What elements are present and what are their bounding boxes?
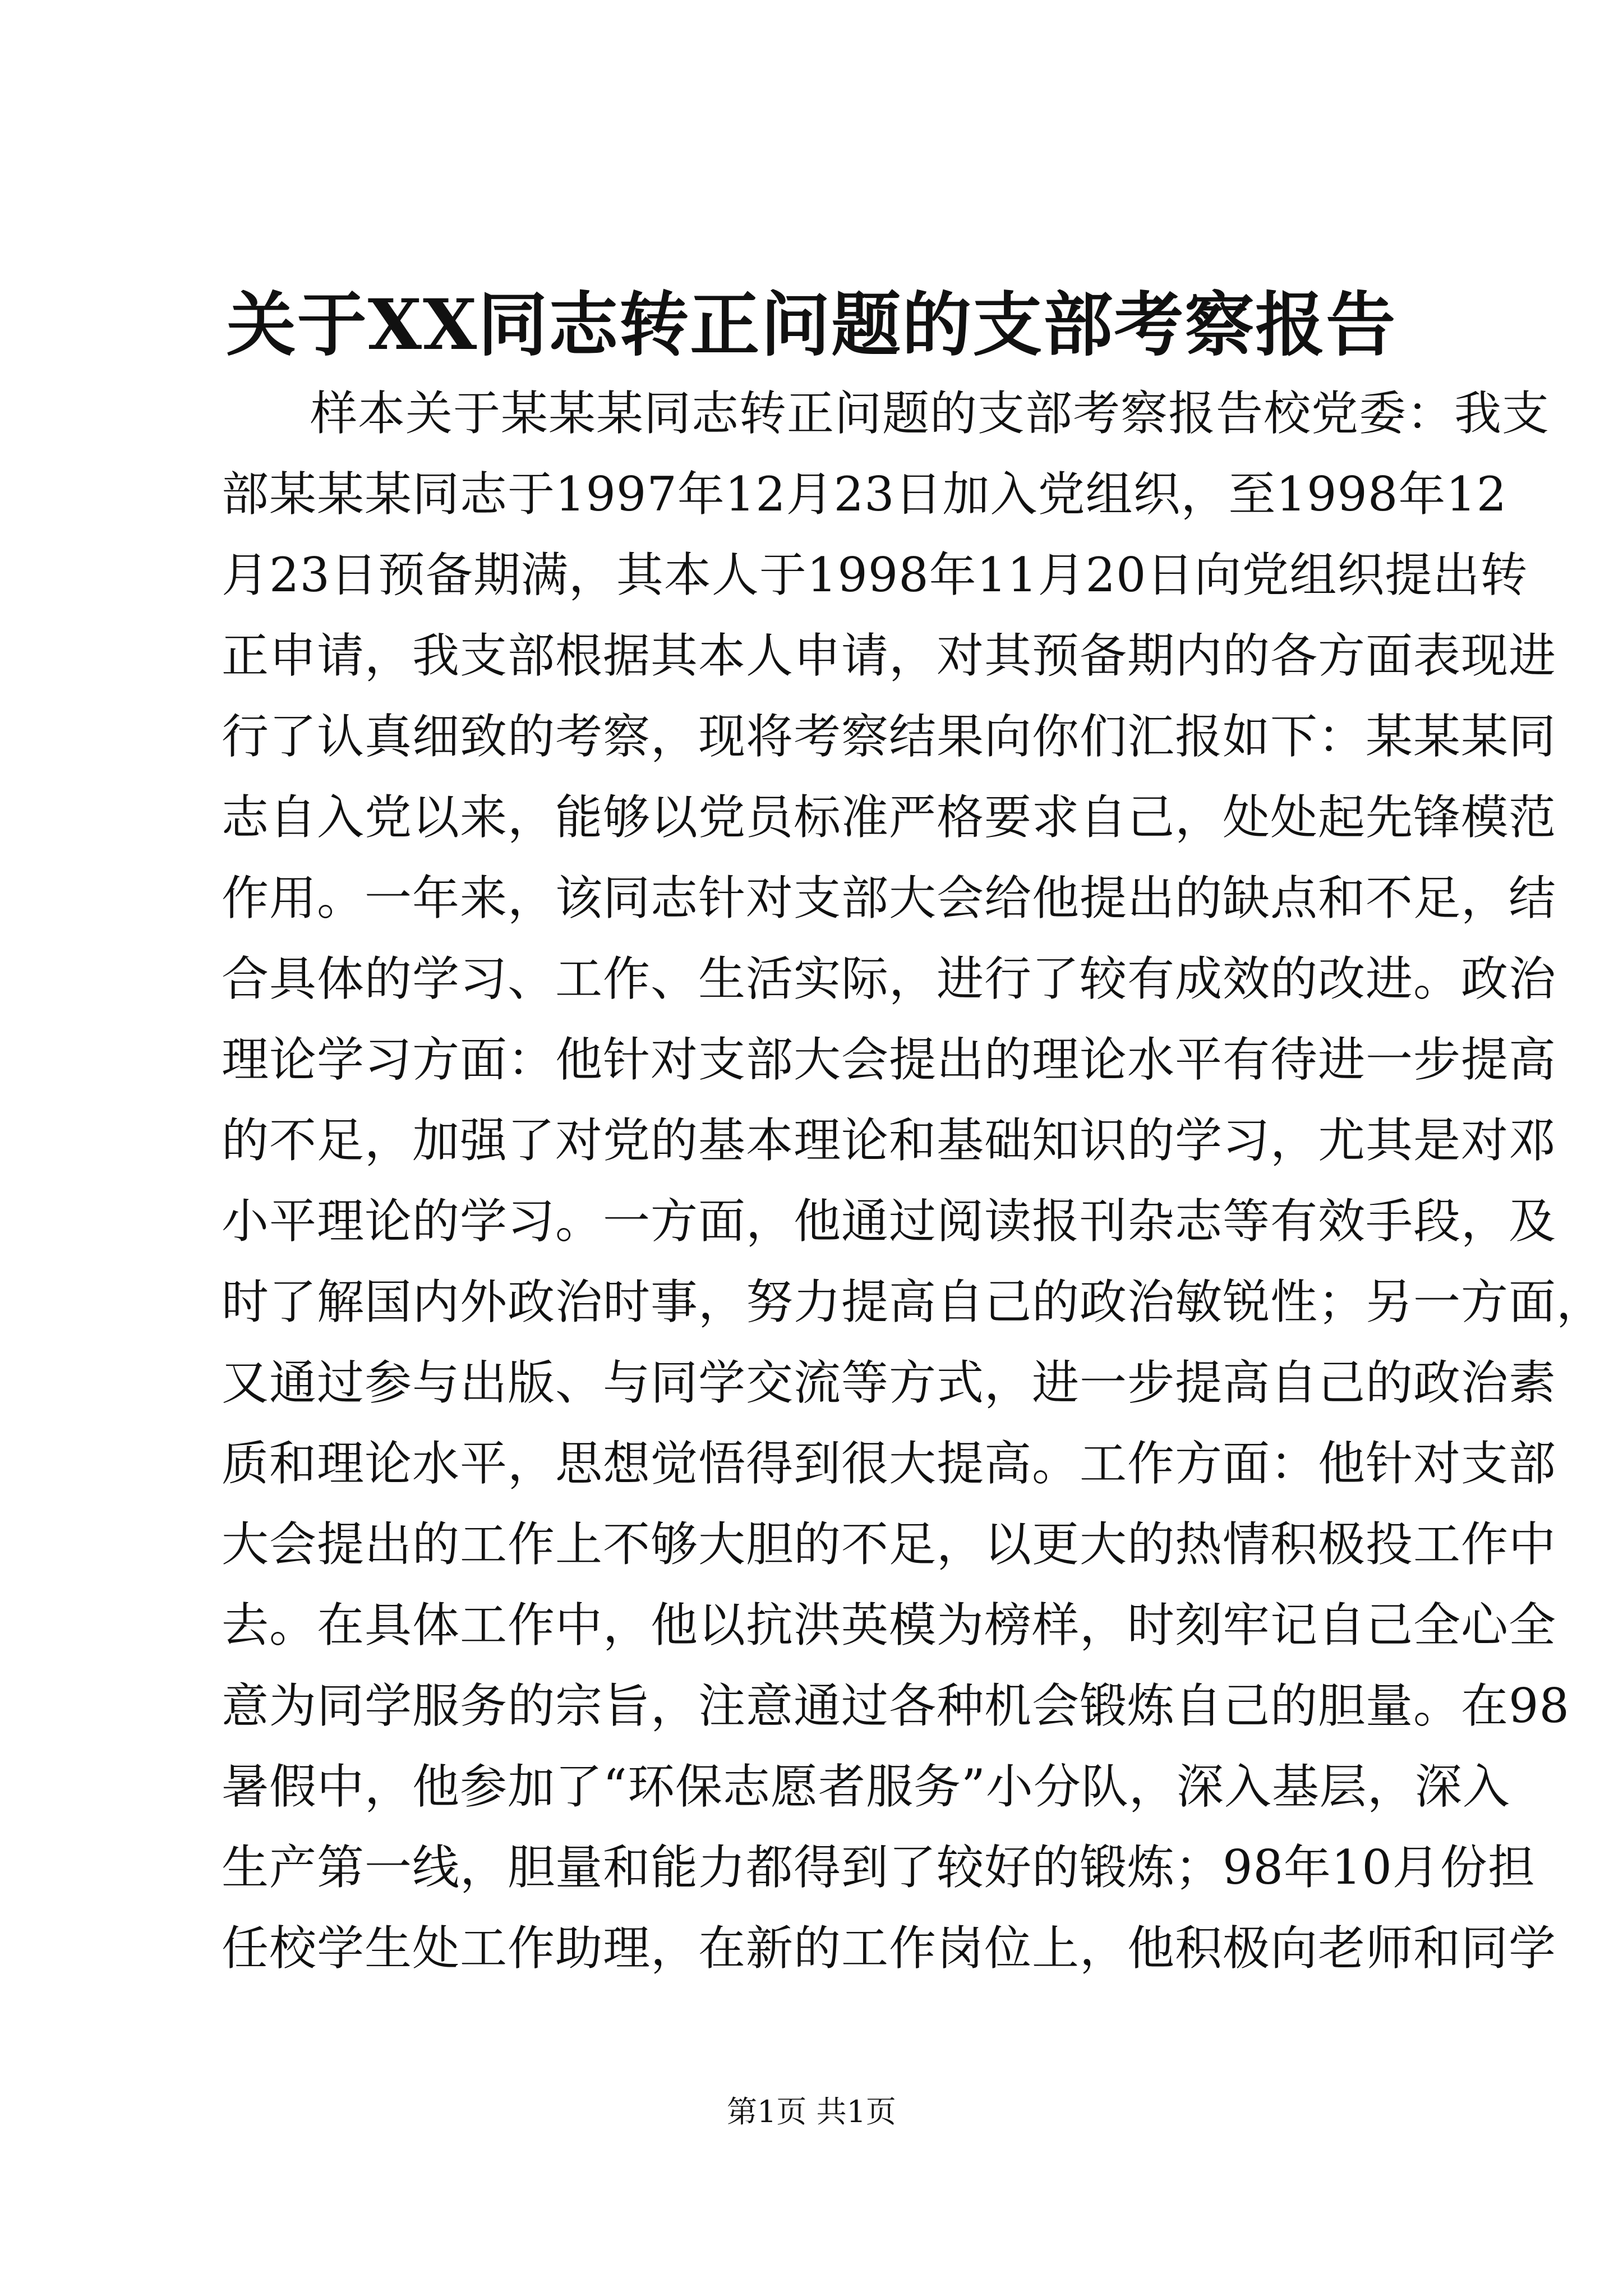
body-line: 行了认真细致的考察，现将考察结果向你们汇报如下：某某某同 bbox=[222, 709, 1557, 764]
body-line: 合具体的学习、工作、生活实际，进行了较有成效的改进。政治 bbox=[222, 951, 1557, 1006]
body-line: 志自入党以来，能够以党员标准严格要求自己，处处起先锋模范 bbox=[222, 790, 1557, 845]
body-line: 小平理论的学习。一方面，他通过阅读报刊杂志等有效手段，及 bbox=[222, 1194, 1557, 1249]
body-line: 正申请，我支部根据其本人申请，对其预备期内的各方面表现进 bbox=[222, 628, 1557, 683]
body-line: 质和理论水平，思想觉悟得到很大提高。工作方面：他针对支部 bbox=[222, 1436, 1557, 1491]
body-line: 大会提出的工作上不够大胆的不足，以更大的热情积极投工作中 bbox=[222, 1517, 1557, 1572]
body-line: 任校学生处工作助理，在新的工作岗位上，他积极向老师和同学 bbox=[222, 1921, 1557, 1976]
body-line: 理论学习方面：他针对支部大会提出的理论水平有待进一步提高 bbox=[222, 1032, 1557, 1087]
document-body bbox=[222, 373, 1604, 1989]
body-line: 月23日预备期满，其本人于1998年11月20日向党组织提出转 bbox=[222, 547, 1528, 602]
body-line: 意为同学服务的宗旨，注意通过各种机会锻炼自己的胆量。在98 bbox=[222, 1678, 1570, 1733]
body-line: 暑假中，他参加了“环保志愿者服务”小分队，深入基层，深入 bbox=[222, 1759, 1510, 1814]
body-line: 又通过参与出版、与同学交流等方式，进一步提高自己的政治素 bbox=[222, 1355, 1557, 1410]
body-line: 去。在具体工作中，他以抗洪英模为榜样，时刻牢记自己全心全 bbox=[222, 1598, 1557, 1653]
document-title: 关于XX同志转正问题的支部考察报告 bbox=[226, 284, 1397, 366]
page-number-footer: 第1页 共1页 bbox=[727, 2094, 896, 2129]
body-line: 部某某某同志于1997年12月23日加入党组织，至1998年12 bbox=[222, 467, 1507, 522]
body-line: 作用。一年来，该同志针对支部大会给他提出的缺点和不足，结 bbox=[222, 871, 1557, 926]
body-line: 生产第一线，胆量和能力都得到了较好的锻炼；98年10月份担 bbox=[222, 1840, 1536, 1895]
body-line: 时了解国内外政治时事，努力提高自己的政治敏锐性；另一方面， bbox=[222, 1274, 1604, 1329]
body-line: 样本关于某某某同志转正问题的支部考察报告校党委：我支 bbox=[310, 386, 1550, 441]
body-line: 的不足，加强了对党的基本理论和基础知识的学习，尤其是对邓 bbox=[222, 1113, 1557, 1168]
